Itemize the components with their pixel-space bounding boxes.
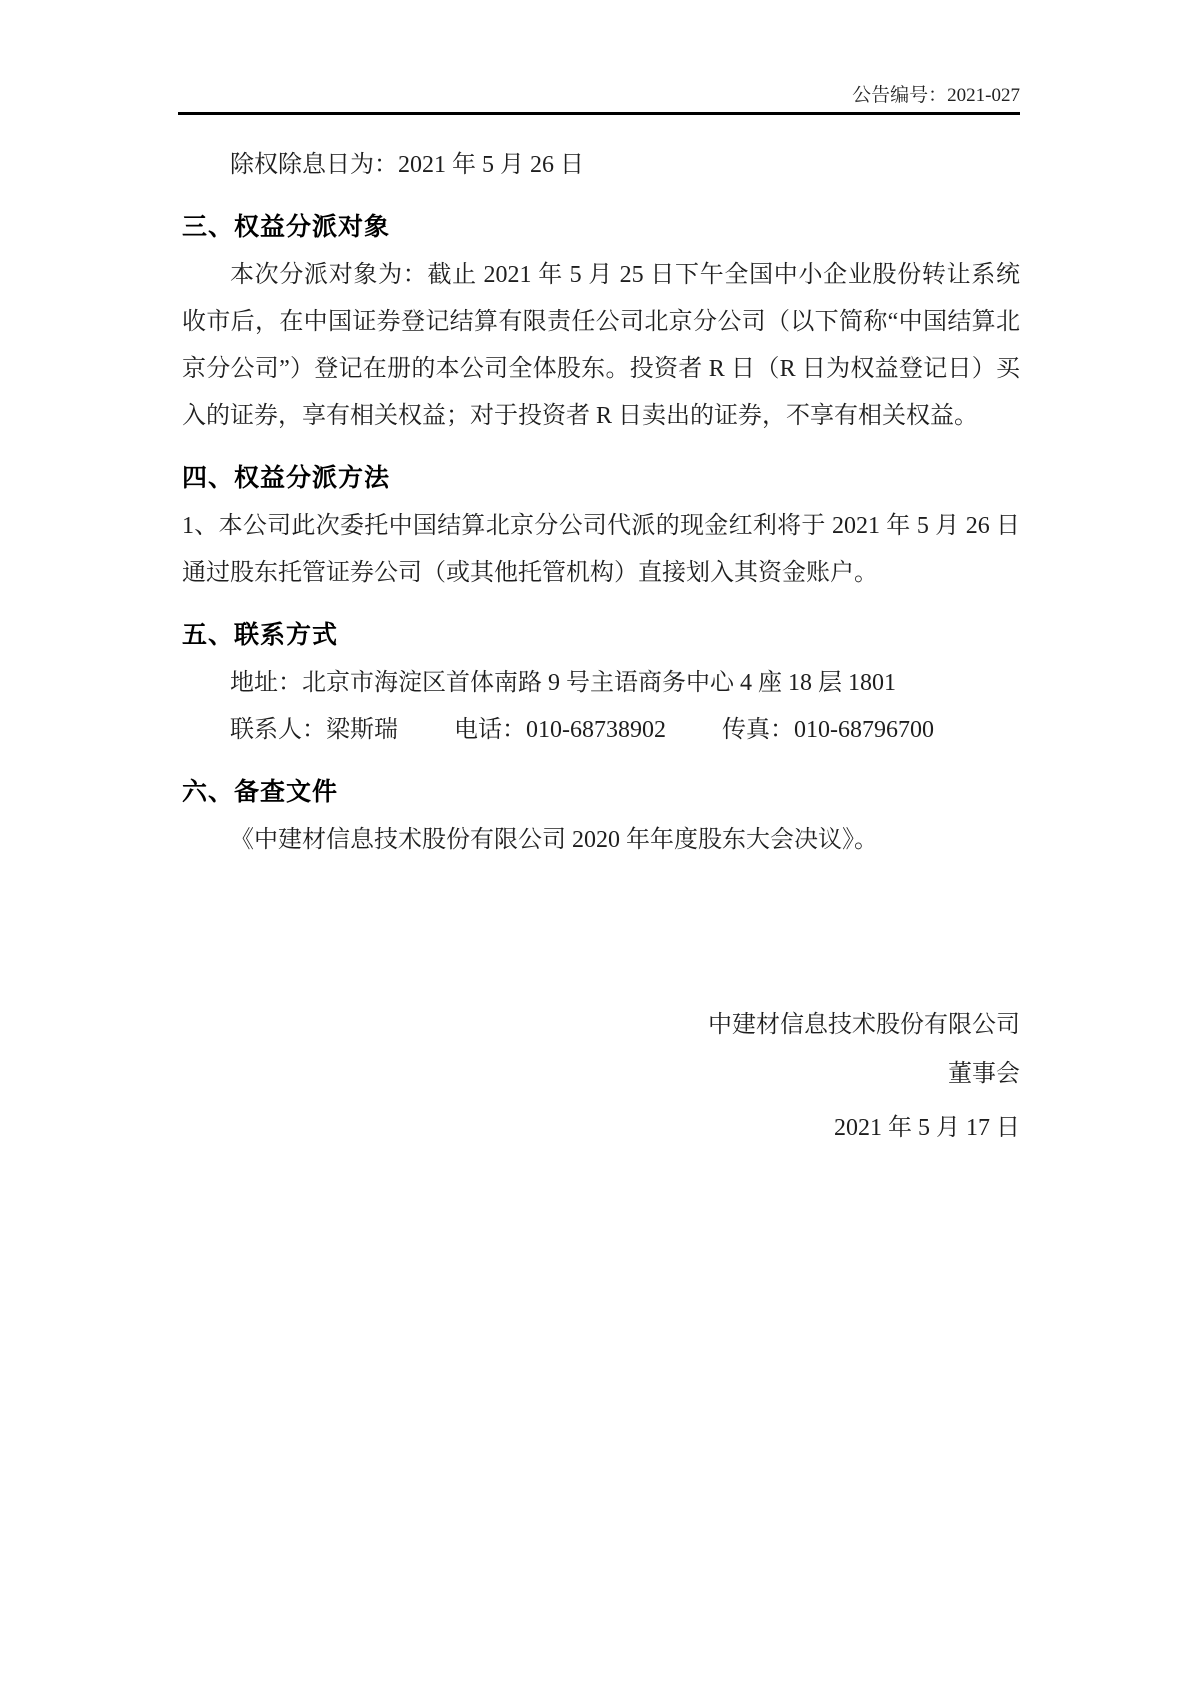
section-3-heading: 三、权益分派对象 — [182, 213, 391, 241]
signature-board: 董事会 — [948, 1061, 1020, 1087]
page-header — [182, 82, 1020, 115]
section-4-paragraph: 1、本公司此次委托中国结算北京分公司代派的现金红利将于 2021 年 5 月 26 日通过股东托管证券公司（或其他托管机构）直接划入其资金账户。 — [182, 513, 1020, 586]
header-rule — [178, 112, 1020, 115]
section-6-heading: 六、备查文件 — [182, 778, 339, 806]
ex-dividend-date-line: 除权除息日为：2021 年 5 月 26 日 — [230, 152, 584, 178]
signature-date: 2021 年 5 月 17 日 — [834, 1115, 1020, 1141]
contact-person: 联系人：梁斯瑞 — [230, 717, 398, 743]
document-body — [182, 142, 1020, 864]
contact-fax: 传真：010-68796700 — [722, 717, 934, 743]
section-4-heading: 四、权益分派方法 — [182, 464, 391, 492]
signature-company: 中建材信息技术股份有限公司 — [708, 1012, 1020, 1038]
section-3-paragraph: 本次分派对象为：截止 2021 年 5 月 25 日下午全国中小企业股份转让系统收市后，在中国证券登记结算有限责任公司北京分公司（以下简称“中国结算北京分公司”）登记在册的本公司全体股东。投资者 R 日（R 日为权益登记日）买入的证券，享有相关权益；对于投资者 R 日卖出的证券，不享有相关权益。 — [182, 262, 1020, 429]
signature-block — [182, 1001, 1020, 1153]
contact-phone: 电话：010-68738902 — [454, 717, 666, 743]
section-5-heading: 五、联系方式 — [182, 621, 339, 649]
contact-line — [230, 707, 1020, 754]
address-line: 地址：北京市海淀区首体南路 9 号主语商务中心 4 座 18 层 1801 — [230, 670, 896, 696]
reference-document-line: 《中建材信息技术股份有限公司 2020 年年度股东大会决议》。 — [230, 827, 878, 853]
announcement-number: 公告编号：2021-027 — [852, 85, 1020, 106]
